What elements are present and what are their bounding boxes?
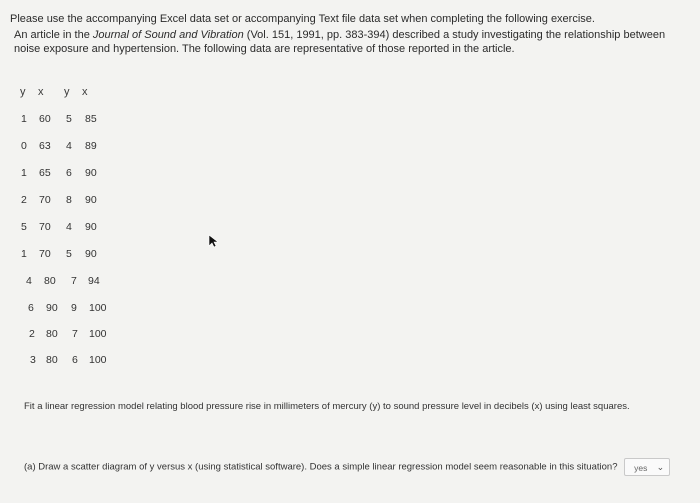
table-header-x1: x	[38, 86, 44, 98]
article-prefix: An article in the	[14, 29, 93, 41]
table-cell: 85	[85, 113, 97, 125]
table-cell: 90	[85, 167, 97, 179]
table-cell: 1	[21, 113, 27, 125]
table-cell: 5	[66, 248, 72, 260]
part-a-question: (a) Draw a scatter diagram of y versus x (using statistical software). Does a simple linear regression model seem reasonable in this situation?	[24, 461, 618, 473]
table-cell: 90	[85, 248, 97, 260]
table-cell: 90	[85, 194, 97, 206]
table-cell: 3	[30, 354, 36, 366]
intro-text: Please use the accompanying Excel data set or accompanying Text file data set when completing the following exercise.	[10, 13, 595, 25]
fit-instruction: Fit a linear regression model relating blood pressure rise in millimeters of mercury (y) to sound pressure level in decibels (x) using least squares.	[24, 401, 630, 412]
table-cell: 65	[39, 167, 51, 179]
table-cell: 100	[89, 302, 107, 314]
table-cell: 2	[29, 328, 35, 340]
table-cell: 8	[66, 194, 72, 206]
mouse-cursor-icon	[208, 234, 220, 253]
table-cell: 60	[39, 113, 51, 125]
answer-dropdown-value: yes	[634, 463, 648, 473]
table-cell: 5	[21, 221, 27, 233]
table-cell: 70	[39, 221, 51, 233]
table-header-y2: y	[64, 86, 70, 98]
part-a	[24, 458, 674, 476]
table-cell: 6	[28, 302, 34, 314]
table-cell: 4	[66, 221, 72, 233]
table-cell: 1	[21, 167, 27, 179]
table-cell: 7	[71, 275, 77, 287]
table-cell: 80	[46, 328, 58, 340]
table-cell: 80	[44, 275, 56, 287]
table-cell: 6	[66, 167, 72, 179]
table-cell: 90	[85, 221, 97, 233]
article-suffix: (Vol. 151, 1991, pp. 383-394) described a study investigating the relationship between noise exposure and hypertension. The following data are representative of those reported in the article.	[14, 29, 666, 55]
table-cell: 4	[66, 140, 72, 152]
table-header-y1: y	[20, 86, 26, 98]
table-cell: 7	[72, 328, 78, 340]
table-cell: 9	[71, 302, 77, 314]
table-cell: 63	[39, 140, 51, 152]
table-cell: 6	[72, 354, 78, 366]
table-cell: 70	[39, 194, 51, 206]
table-cell: 90	[46, 302, 58, 314]
table-cell: 100	[89, 328, 107, 340]
table-cell: 100	[89, 354, 107, 366]
table-cell: 89	[85, 140, 97, 152]
table-cell: 2	[21, 194, 27, 206]
article-description	[14, 28, 686, 56]
answer-dropdown[interactable]	[624, 458, 670, 476]
table-cell: 80	[46, 354, 58, 366]
journal-name: Journal of Sound and Vibration	[92, 29, 244, 41]
table-cell: 0	[21, 140, 27, 152]
chevron-down-icon: ⌄	[656, 462, 665, 472]
table-cell: 1	[21, 248, 27, 260]
table-header-x2: x	[82, 86, 88, 98]
table-cell: 4	[26, 275, 32, 287]
table-cell: 70	[39, 248, 51, 260]
table-cell: 94	[88, 275, 100, 287]
table-cell: 5	[66, 113, 72, 125]
